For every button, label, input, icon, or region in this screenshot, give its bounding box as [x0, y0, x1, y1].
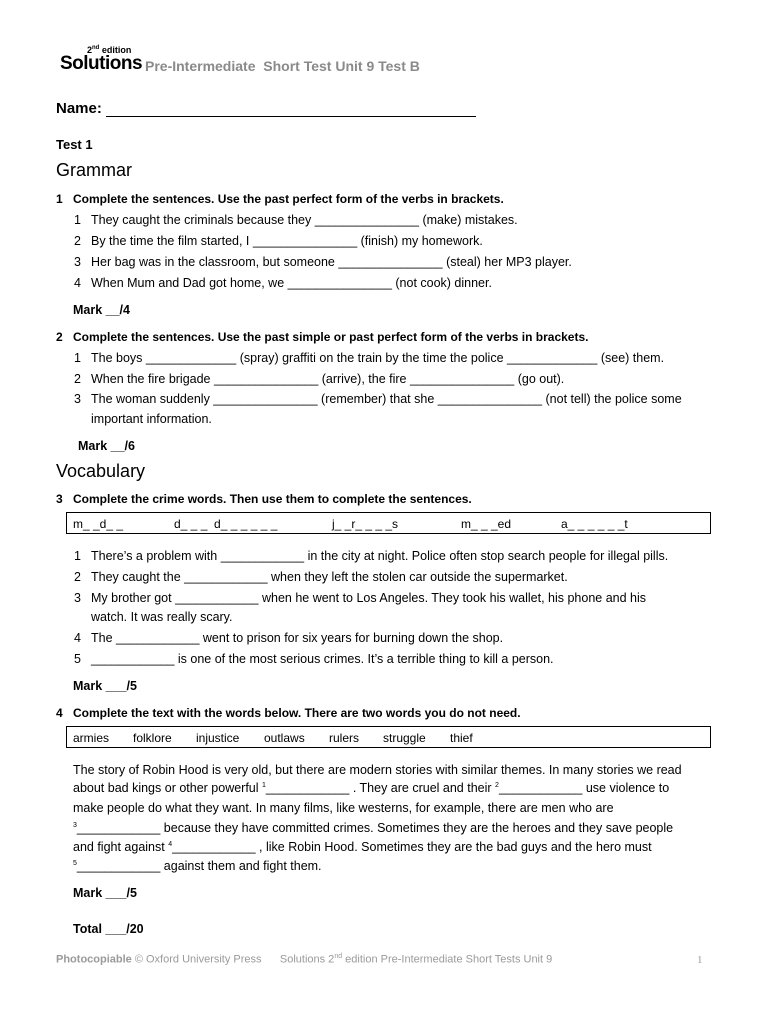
- exercise-1-instruction: 1 Complete the sentences. Use the past perfect form of the verbs in brackets.: [56, 192, 504, 206]
- ex4-mark: Mark ___/5: [73, 886, 137, 900]
- edition-label: 2nd edition: [87, 45, 132, 55]
- exercise-4-instruction: 4 Complete the text with the words below. There are two words you do not need.: [56, 706, 521, 720]
- story-line: $^5$____________ against them and fight them.: [73, 859, 322, 873]
- brand-logo: Solutions: [60, 53, 143, 74]
- gap-number: 4: [168, 840, 173, 848]
- ex1-item: 4 When Mum and Dad got home, we _______________ (not cook) dinner.: [74, 276, 492, 290]
- ex3-item: 1 There’s a problem with ____________ in the city at night. Police often stop search people for illegal pills.: [74, 549, 669, 563]
- story-line: $^3$____________ because they have committed crimes. Sometimes they are the heroes and they save people: [73, 821, 674, 835]
- word-bank-item: injustice: [196, 731, 240, 745]
- word-bank-item: struggle: [383, 731, 426, 745]
- ex2-mark: Mark __/6: [78, 439, 135, 453]
- crime-word: m_ _d_ _: [73, 517, 124, 531]
- name-field-line[interactable]: [106, 116, 476, 117]
- photocopiable-label: Photocopiable: [56, 953, 132, 966]
- gap-number: 5: [73, 859, 77, 867]
- test-label: Test 1: [56, 137, 93, 152]
- exercise-2-instruction: 2 Complete the sentences. Use the past simple or past perfect form of the verbs in brackets.: [56, 330, 589, 344]
- total-mark: Total ___/20: [73, 922, 144, 936]
- ex3-item: 3 My brother got ____________ when he went to Los Angeles. They took his wallet, his phone and his: [74, 591, 647, 605]
- page-title: Pre-Intermediate Short Test Unit 9 Test B: [145, 58, 420, 74]
- crime-word: a_ _ _ _ _ _t: [561, 517, 628, 531]
- page-number: 1: [697, 954, 703, 966]
- story-line: and fight against $^4$____________ , like Robin Hood. Sometimes they are the bad guys and the hero must: [73, 840, 652, 854]
- gap-number: 3: [73, 821, 77, 829]
- ex1-mark: Mark __/4: [73, 303, 130, 317]
- ex2-item: 2 When the fire brigade _______________ (arrive), the fire _______________ (go out).: [74, 372, 565, 386]
- ex2-item: 3 The woman suddenly _______________ (remember) that she _______________ (not tell) the police some: [74, 392, 682, 406]
- ex3-item: 5 ____________ is one of the most serious crimes. It’s a terrible thing to kill a person.: [74, 652, 554, 666]
- ex1-item: 3 Her bag was in the classroom, but someone _______________ (steal) her MP3 player.: [74, 255, 572, 269]
- crime-word: j_ _r_ _ _ _s: [332, 517, 399, 531]
- gap-number: 2: [495, 781, 499, 789]
- ex3-mark: Mark ___/5: [73, 679, 137, 693]
- ex1-item: 1 They caught the criminals because they _______________ (make) mistakes.: [74, 213, 518, 227]
- ex3-item3-continuation: watch. It was really scary.: [91, 610, 233, 624]
- name-label: Name:: [56, 100, 102, 117]
- exercise-3-instruction: 3 Complete the crime words. Then use them to complete the sentences.: [56, 492, 472, 506]
- ex3-item: 4 The ____________ went to prison for six years for burning down the shop.: [74, 631, 504, 645]
- word-bank-item: armies: [73, 731, 110, 745]
- ex1-item: 2 By the time the film started, I _______________ (finish) my homework.: [74, 234, 483, 248]
- word-bank-item: rulers: [329, 731, 360, 745]
- footer: Photocopiable © Oxford University Press Solutions 2nd edition Pre-Intermediate Short Tests Unit 9: [56, 953, 553, 966]
- story-line: make people do what they want. In many films, like westerns, for example, there are men who are: [73, 801, 614, 815]
- section-heading-vocabulary: Vocabulary: [56, 461, 146, 481]
- crime-word-box: [66, 512, 711, 534]
- ex3-item: 2 They caught the ____________ when they left the stolen car outside the supermarket.: [74, 570, 568, 584]
- word-bank-item: thief: [450, 731, 473, 745]
- ex2-item3-continuation: important information.: [91, 412, 212, 426]
- gap-number: 1: [262, 781, 266, 789]
- word-bank-box: [66, 726, 711, 748]
- section-heading-grammar: Grammar: [56, 160, 132, 180]
- word-bank-item: outlaws: [264, 731, 305, 745]
- crime-word: d_ _ _ d_ _ _ _ _ _: [174, 517, 278, 531]
- word-bank-item: folklore: [133, 731, 172, 745]
- story-line: The story of Robin Hood is very old, but there are modern stories with similar themes. In many stories we read: [73, 763, 682, 777]
- story-line: about bad kings or other powerful $^1$____________ . They are cruel and their $^2$____________ use violence to: [73, 781, 670, 795]
- crime-word: m_ _ _ed: [461, 517, 512, 531]
- ex2-item: 1 The boys _____________ (spray) graffiti on the train by the time the police _____________ (see) them.: [74, 351, 665, 365]
